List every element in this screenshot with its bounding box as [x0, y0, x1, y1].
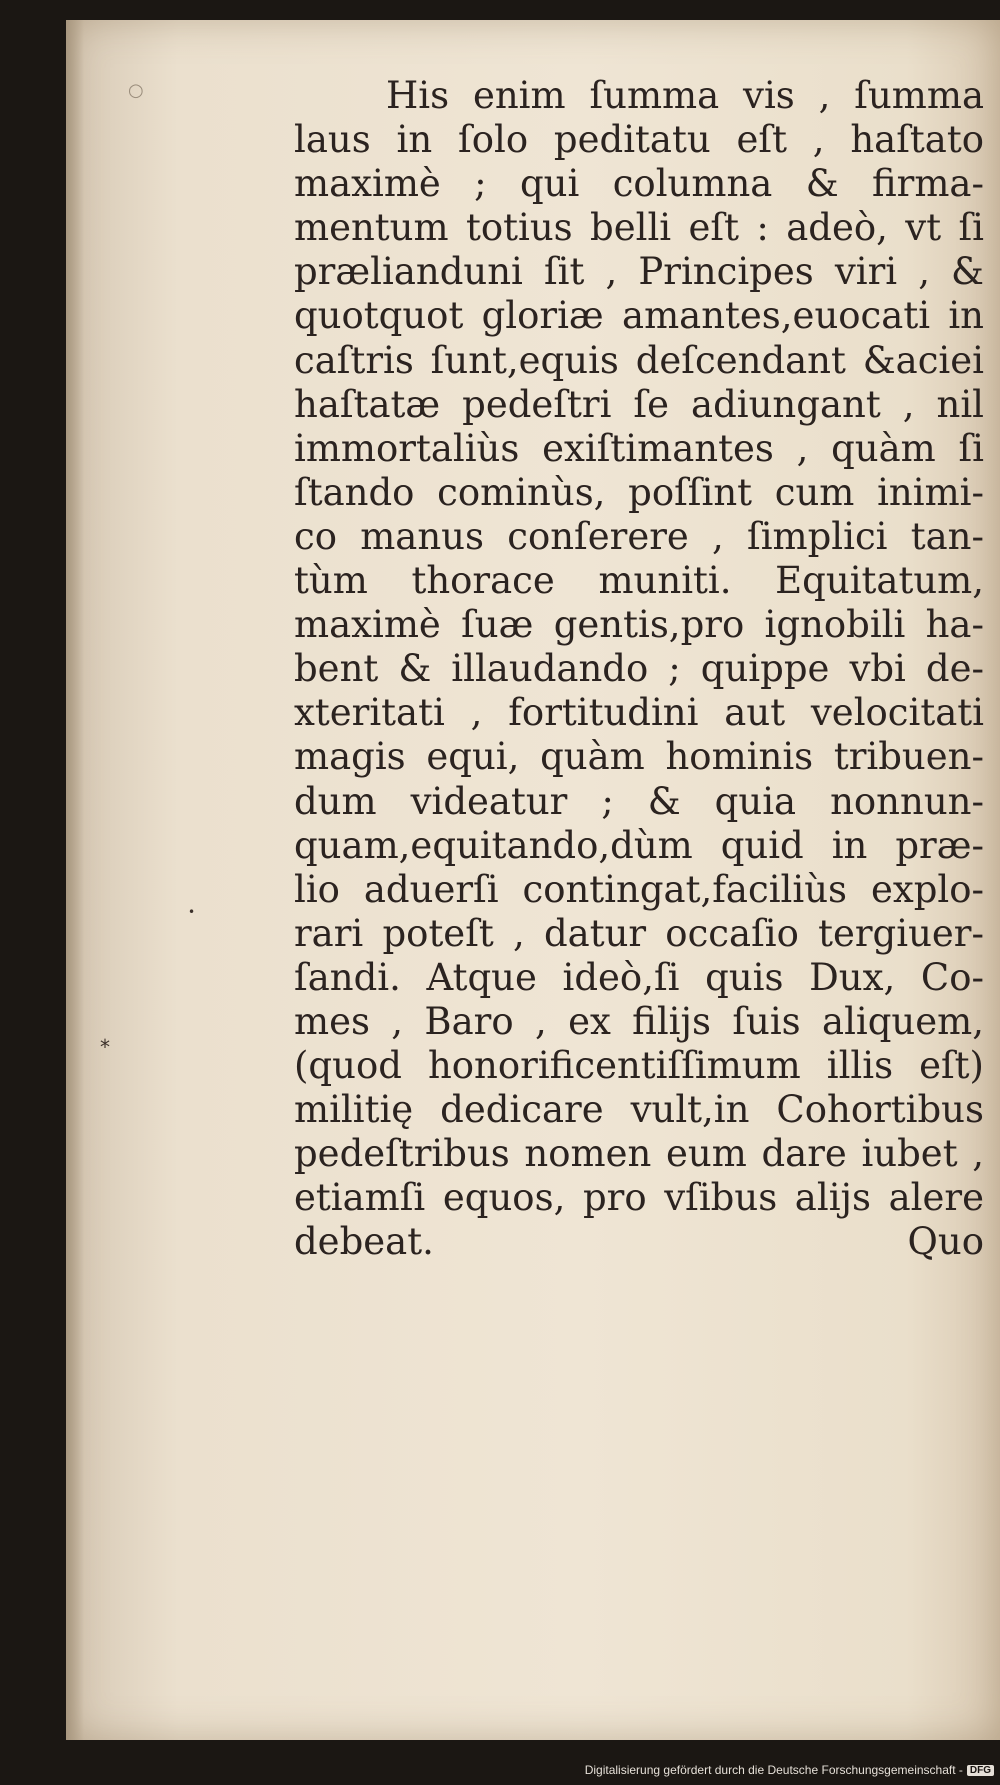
dfg-logo-icon: DFG: [967, 1765, 994, 1776]
credit-text: Digitalisierung gefördert durch die Deutsche Forschungsgemeinschaft -: [584, 1763, 963, 1777]
text-line: quotquot gloriæ amantes,euocati in: [294, 294, 984, 338]
text-line: laus in ſolo peditatu eſt , haſtato: [294, 118, 984, 162]
page-text: [294, 74, 984, 1265]
text-line: mes , Baro , ex filijs ſuis aliquem,: [294, 999, 984, 1043]
text-line: xteritati , fortitudini aut velocitati: [294, 691, 984, 735]
ink-speck: *: [100, 1035, 110, 1059]
digitization-credit: [585, 1763, 994, 1777]
text-line: His enim ſumma vis , ſumma: [386, 74, 984, 117]
text-line: mentum totius belli eſt : adeò, vt ſi: [294, 206, 984, 250]
ink-speck: •: [188, 905, 196, 919]
text-line: maximè ſuæ gentis,pro ignobili ha-: [294, 603, 984, 647]
text-line: caſtris ſunt,equis deſcendant &aciei: [294, 338, 984, 382]
last-line: debeat.: [294, 1220, 434, 1264]
text-line: pedeſtribus nomen eum dare iubet ,: [294, 1132, 984, 1176]
text-line: magis equi, quàm hominis tribuen-: [294, 735, 984, 779]
last-line-row: [294, 1220, 984, 1264]
text-line: tùm thorace muniti. Equitatum,: [294, 559, 984, 603]
text-line: co manus conſerere , ſimplici tan-: [294, 514, 984, 558]
text-line: ſtando cominùs, poſſint cum inimi-: [294, 470, 984, 514]
text-line: bent & illaudando ; quippe vbi de-: [294, 647, 984, 691]
text-line: militię dedicare vult,in Cohortibus: [294, 1088, 984, 1132]
text-line: lio aduerſi contingat,faciliùs explo-: [294, 867, 984, 911]
text-line: ſandi. Atque ideò,ſi quis Dux, Co-: [294, 955, 984, 999]
text-line: quam,equitando,dùm quid in præ-: [294, 823, 984, 867]
text-line: dum videatur ; & quia nonnun-: [294, 779, 984, 823]
ink-speck: ○: [128, 80, 144, 101]
text-line: rari poteſt , datur occaſio tergiuer-: [294, 911, 984, 955]
text-line: maximè ; qui columna & firma-: [294, 162, 984, 206]
text-line: prælianduni ſit , Principes viri , &: [294, 250, 984, 294]
text-line: (quod honorificentiſſimum illis eſt): [294, 1044, 984, 1088]
text-line: immortaliùs exiſtimantes , quàm ſi: [294, 426, 984, 470]
text-line: haſtatæ pedeſtri ſe adiungant , nil: [294, 382, 984, 426]
text-line: etiamſi equos, pro vſibus alijs alere: [294, 1176, 984, 1220]
catchword: Quo: [907, 1220, 984, 1264]
